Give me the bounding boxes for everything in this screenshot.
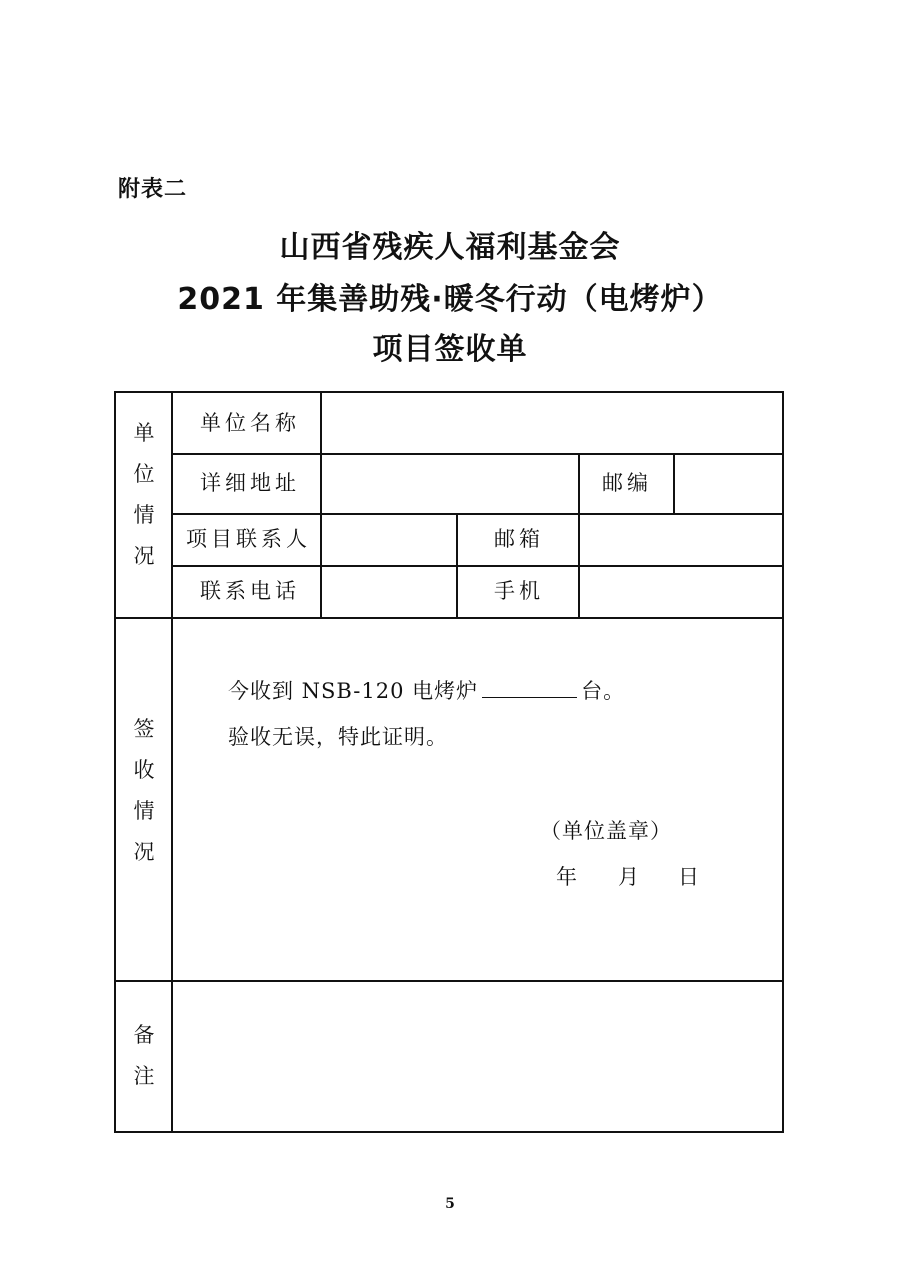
page-number: 5	[445, 1196, 455, 1212]
received-quantity-text: 今收到 NSB-120 电烤炉	[228, 679, 479, 703]
unit-header-char: 单	[133, 421, 155, 445]
title-organization: 山西省残疾人福利基金会	[279, 230, 621, 265]
unit-header-char: 情	[133, 503, 155, 527]
email-label: 邮箱	[494, 527, 544, 551]
remarks-header-char: 注	[133, 1064, 155, 1088]
receipt-header-char: 收	[133, 758, 155, 782]
unit-section-header	[116, 423, 172, 567]
remarks-section-header	[116, 1025, 172, 1087]
remarks-header-char: 备	[133, 1023, 155, 1047]
receipt-header-char: 签	[133, 717, 155, 741]
unit-header-char: 况	[133, 544, 155, 568]
mobile-label: 手机	[494, 579, 544, 603]
receipt-form-table	[114, 391, 784, 1133]
unit-suffix: 台。	[581, 679, 626, 703]
unit-name-label: 单位名称	[200, 411, 300, 435]
date-day: 日	[678, 865, 700, 889]
postcode-label: 邮编	[602, 471, 652, 495]
date-year: 年	[556, 865, 578, 889]
quantity-blank	[482, 679, 577, 698]
address-label: 详细地址	[200, 471, 300, 495]
phone-label: 联系电话	[200, 579, 300, 603]
receipt-section-header	[116, 719, 172, 863]
receipt-header-char: 情	[133, 799, 155, 823]
verification-statement: 验收无误，特此证明。	[228, 725, 448, 749]
receipt-statement	[228, 679, 625, 702]
seal-note: （单位盖章）	[540, 819, 672, 843]
receipt-header-char: 况	[133, 840, 155, 864]
title-form-name: 项目签收单	[372, 332, 528, 367]
unit-header-char: 位	[133, 462, 155, 486]
attachment-label: 附表二	[118, 177, 188, 202]
date-month: 月	[618, 865, 640, 889]
contact-person-label: 项目联系人	[186, 527, 311, 551]
title-campaign: 2021 年集善助残·暖冬行动（电烤炉）	[177, 282, 723, 317]
